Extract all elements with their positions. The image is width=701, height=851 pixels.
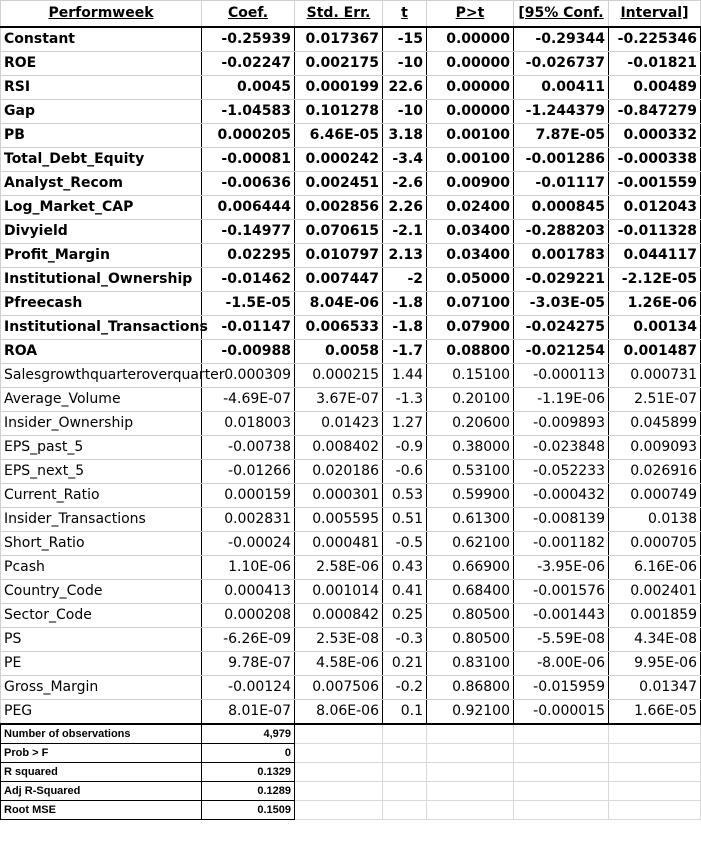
ci-lower-cell[interactable]: -3.95E-06	[514, 556, 609, 580]
p-value-cell[interactable]: 0.38000	[427, 436, 514, 460]
coef-cell[interactable]: 0.0045	[202, 76, 295, 100]
t-cell[interactable]: 3.18	[383, 124, 427, 148]
t-cell[interactable]: -2	[383, 268, 427, 292]
p-value-cell[interactable]: 0.62100	[427, 532, 514, 556]
empty-cell[interactable]	[514, 744, 609, 763]
t-cell[interactable]: -0.6	[383, 460, 427, 484]
variable-cell[interactable]: PE	[1, 652, 202, 676]
empty-cell[interactable]	[383, 763, 427, 782]
std-err-cell[interactable]: 0.020186	[295, 460, 383, 484]
ci-lower-cell[interactable]: -0.052233	[514, 460, 609, 484]
ci-upper-cell[interactable]: 6.16E-06	[609, 556, 701, 580]
p-value-cell[interactable]: 0.00000	[427, 52, 514, 76]
empty-cell[interactable]	[609, 744, 701, 763]
table-row	[1, 604, 701, 628]
ci-lower-cell[interactable]: 7.87E-05	[514, 124, 609, 148]
ci-lower-cell[interactable]: -0.026737	[514, 52, 609, 76]
std-err-cell[interactable]: 0.000481	[295, 532, 383, 556]
p-value-cell[interactable]: 0.92100	[427, 700, 514, 725]
ci-upper-cell[interactable]: 0.001859	[609, 604, 701, 628]
ci-upper-cell[interactable]: 1.66E-05	[609, 700, 701, 725]
std-err-cell[interactable]: 0.000215	[295, 364, 383, 388]
coef-cell[interactable]: 0.000205	[202, 124, 295, 148]
ci-upper-cell[interactable]: -0.000338	[609, 148, 701, 172]
header-ci-upper[interactable]: Interval]	[609, 1, 701, 28]
variable-cell[interactable]: Total_Debt_Equity	[1, 148, 202, 172]
variable-cell[interactable]: Salesgrowthquarteroverquarter	[1, 364, 202, 388]
t-cell[interactable]: -0.9	[383, 436, 427, 460]
header-row	[1, 1, 701, 28]
empty-cell[interactable]	[383, 801, 427, 820]
ci-upper-cell[interactable]: -0.847279	[609, 100, 701, 124]
coef-cell[interactable]: 9.78E-07	[202, 652, 295, 676]
coef-cell[interactable]: 0.000159	[202, 484, 295, 508]
variable-cell[interactable]: Average_Volume	[1, 388, 202, 412]
ci-upper-cell[interactable]: 0.0138	[609, 508, 701, 532]
ci-upper-cell[interactable]: 0.000749	[609, 484, 701, 508]
table-row	[1, 652, 701, 676]
std-err-cell[interactable]: 2.53E-08	[295, 628, 383, 652]
p-value-cell[interactable]: 0.53100	[427, 460, 514, 484]
table-row	[1, 340, 701, 364]
coef-cell[interactable]: 0.018003	[202, 412, 295, 436]
table-row	[1, 508, 701, 532]
table-row	[1, 556, 701, 580]
p-value-cell[interactable]: 0.07900	[427, 316, 514, 340]
coef-cell[interactable]: -0.00988	[202, 340, 295, 364]
t-cell[interactable]: 0.53	[383, 484, 427, 508]
ci-lower-cell[interactable]: -0.015959	[514, 676, 609, 700]
stat-row	[1, 763, 701, 782]
empty-cell[interactable]	[609, 763, 701, 782]
table-row	[1, 412, 701, 436]
table-row	[1, 100, 701, 124]
ci-upper-cell[interactable]: 0.000332	[609, 124, 701, 148]
ci-upper-cell[interactable]: 0.026916	[609, 460, 701, 484]
t-cell[interactable]: 2.26	[383, 196, 427, 220]
ci-lower-cell[interactable]: 0.001783	[514, 244, 609, 268]
p-value-cell[interactable]: 0.00900	[427, 172, 514, 196]
std-err-cell[interactable]: 0.101278	[295, 100, 383, 124]
table-row	[1, 148, 701, 172]
table-row	[1, 52, 701, 76]
empty-cell[interactable]	[514, 801, 609, 820]
empty-cell[interactable]	[383, 744, 427, 763]
table-row	[1, 220, 701, 244]
ci-lower-cell[interactable]: -1.244379	[514, 100, 609, 124]
coef-cell[interactable]: -0.25939	[202, 27, 295, 52]
coef-cell[interactable]: 0.000309	[202, 364, 295, 388]
empty-cell[interactable]	[427, 801, 514, 820]
std-err-cell[interactable]: 0.000842	[295, 604, 383, 628]
p-value-cell[interactable]: 0.03400	[427, 220, 514, 244]
ci-upper-cell[interactable]: -0.001559	[609, 172, 701, 196]
ci-lower-cell[interactable]: -0.288203	[514, 220, 609, 244]
variable-cell[interactable]: Insider_Ownership	[1, 412, 202, 436]
ci-lower-cell[interactable]: -1.19E-06	[514, 388, 609, 412]
coef-cell[interactable]: -6.26E-09	[202, 628, 295, 652]
std-err-cell[interactable]: 0.0058	[295, 340, 383, 364]
p-value-cell[interactable]: 0.08800	[427, 340, 514, 364]
table-row	[1, 268, 701, 292]
stat-row	[1, 801, 701, 820]
coef-cell[interactable]: 0.006444	[202, 196, 295, 220]
empty-cell[interactable]	[609, 782, 701, 801]
p-value-cell[interactable]: 0.02400	[427, 196, 514, 220]
table-row	[1, 460, 701, 484]
p-value-cell[interactable]: 0.03400	[427, 244, 514, 268]
coef-cell[interactable]: 0.000413	[202, 580, 295, 604]
stat-label[interactable]: R squared	[1, 763, 202, 782]
table-row	[1, 436, 701, 460]
std-err-cell[interactable]: 0.000301	[295, 484, 383, 508]
t-cell[interactable]: 0.25	[383, 604, 427, 628]
ci-upper-cell[interactable]: 1.26E-06	[609, 292, 701, 316]
stat-row	[1, 724, 701, 744]
p-value-cell[interactable]: 0.68400	[427, 580, 514, 604]
ci-lower-cell[interactable]: -0.01117	[514, 172, 609, 196]
t-cell[interactable]: -0.5	[383, 532, 427, 556]
variable-cell[interactable]: Sector_Code	[1, 604, 202, 628]
ci-lower-cell[interactable]: -8.00E-06	[514, 652, 609, 676]
variable-cell[interactable]: ROE	[1, 52, 202, 76]
variable-cell[interactable]: Gross_Margin	[1, 676, 202, 700]
ci-upper-cell[interactable]: -2.12E-05	[609, 268, 701, 292]
std-err-cell[interactable]: 4.58E-06	[295, 652, 383, 676]
t-cell[interactable]: 1.44	[383, 364, 427, 388]
variable-cell[interactable]: PB	[1, 124, 202, 148]
t-cell[interactable]: -0.2	[383, 676, 427, 700]
variable-cell[interactable]: ROA	[1, 340, 202, 364]
ci-lower-cell[interactable]: -0.009893	[514, 412, 609, 436]
p-value-cell[interactable]: 0.00000	[427, 100, 514, 124]
p-value-cell[interactable]: 0.15100	[427, 364, 514, 388]
coef-cell[interactable]: -0.01462	[202, 268, 295, 292]
p-value-cell[interactable]: 0.66900	[427, 556, 514, 580]
table-row	[1, 196, 701, 220]
empty-cell[interactable]	[295, 801, 383, 820]
empty-cell[interactable]	[295, 724, 383, 744]
t-cell[interactable]: -2.6	[383, 172, 427, 196]
table-row	[1, 388, 701, 412]
t-cell[interactable]: -1.8	[383, 316, 427, 340]
ci-upper-cell[interactable]: 0.000731	[609, 364, 701, 388]
table-row	[1, 628, 701, 652]
ci-lower-cell[interactable]: -3.03E-05	[514, 292, 609, 316]
ci-upper-cell[interactable]: 4.34E-08	[609, 628, 701, 652]
coef-cell[interactable]: -0.14977	[202, 220, 295, 244]
variable-cell[interactable]: Institutional_Transactions	[1, 316, 202, 340]
empty-cell[interactable]	[383, 724, 427, 744]
ci-lower-cell[interactable]: -0.029221	[514, 268, 609, 292]
p-value-cell[interactable]: 0.20600	[427, 412, 514, 436]
std-err-cell[interactable]: 0.007447	[295, 268, 383, 292]
table-row	[1, 27, 701, 52]
variable-cell[interactable]: Current_Ratio	[1, 484, 202, 508]
ci-lower-cell[interactable]: 0.000845	[514, 196, 609, 220]
ci-upper-cell[interactable]: 0.009093	[609, 436, 701, 460]
coef-cell[interactable]: -4.69E-07	[202, 388, 295, 412]
t-cell[interactable]: 0.51	[383, 508, 427, 532]
std-err-cell[interactable]: 0.006533	[295, 316, 383, 340]
t-cell[interactable]: 22.6	[383, 76, 427, 100]
variable-cell[interactable]: Profit_Margin	[1, 244, 202, 268]
variable-cell[interactable]: Institutional_Ownership	[1, 268, 202, 292]
coef-cell[interactable]: -0.00738	[202, 436, 295, 460]
ci-lower-cell[interactable]: -0.024275	[514, 316, 609, 340]
stat-label[interactable]: Adj R-Squared	[1, 782, 202, 801]
t-cell[interactable]: -10	[383, 52, 427, 76]
empty-cell[interactable]	[295, 782, 383, 801]
std-err-cell[interactable]: 0.007506	[295, 676, 383, 700]
std-err-cell[interactable]: 0.002856	[295, 196, 383, 220]
empty-cell[interactable]	[609, 724, 701, 744]
ci-lower-cell[interactable]: -0.001182	[514, 532, 609, 556]
ci-lower-cell[interactable]: -0.001286	[514, 148, 609, 172]
ci-lower-cell[interactable]: 0.00411	[514, 76, 609, 100]
table-row	[1, 484, 701, 508]
t-cell[interactable]: -0.3	[383, 628, 427, 652]
ci-lower-cell[interactable]: -0.000113	[514, 364, 609, 388]
std-err-cell[interactable]: 0.010797	[295, 244, 383, 268]
p-value-cell[interactable]: 0.20100	[427, 388, 514, 412]
ci-upper-cell[interactable]: 0.000705	[609, 532, 701, 556]
coef-cell[interactable]: -0.01266	[202, 460, 295, 484]
std-err-cell[interactable]: 8.04E-06	[295, 292, 383, 316]
empty-cell[interactable]	[609, 801, 701, 820]
variable-cell[interactable]: PS	[1, 628, 202, 652]
std-err-cell[interactable]: 3.67E-07	[295, 388, 383, 412]
ci-lower-cell[interactable]: -0.29344	[514, 27, 609, 52]
coef-cell[interactable]: -0.00636	[202, 172, 295, 196]
std-err-cell[interactable]: 0.005595	[295, 508, 383, 532]
std-err-cell[interactable]: 0.001014	[295, 580, 383, 604]
empty-cell[interactable]	[295, 763, 383, 782]
empty-cell[interactable]	[514, 782, 609, 801]
t-cell[interactable]: -1.7	[383, 340, 427, 364]
coef-cell[interactable]: -0.00124	[202, 676, 295, 700]
coef-cell[interactable]: -0.02247	[202, 52, 295, 76]
table-row	[1, 292, 701, 316]
p-value-cell[interactable]: 0.00100	[427, 124, 514, 148]
p-value-cell[interactable]: 0.00000	[427, 76, 514, 100]
table-row	[1, 124, 701, 148]
ci-upper-cell[interactable]: 0.044117	[609, 244, 701, 268]
std-err-cell[interactable]: 0.01423	[295, 412, 383, 436]
p-value-cell[interactable]: 0.61300	[427, 508, 514, 532]
std-err-cell[interactable]: 0.070615	[295, 220, 383, 244]
std-err-cell[interactable]: 0.008402	[295, 436, 383, 460]
table-row	[1, 76, 701, 100]
ci-upper-cell[interactable]: 0.00134	[609, 316, 701, 340]
table-row	[1, 700, 701, 725]
header-p-value[interactable]: P>t	[427, 1, 514, 28]
ci-lower-cell[interactable]: -0.001443	[514, 604, 609, 628]
ci-lower-cell[interactable]: -0.000015	[514, 700, 609, 725]
std-err-cell[interactable]: 0.017367	[295, 27, 383, 52]
ci-lower-cell[interactable]: -5.59E-08	[514, 628, 609, 652]
stat-label[interactable]: Prob > F	[1, 744, 202, 763]
std-err-cell[interactable]: 0.002175	[295, 52, 383, 76]
ci-upper-cell[interactable]: 0.001487	[609, 340, 701, 364]
variable-cell[interactable]: Divyield	[1, 220, 202, 244]
coef-cell[interactable]: 0.002831	[202, 508, 295, 532]
t-cell[interactable]: 2.13	[383, 244, 427, 268]
p-value-cell[interactable]: 0.80500	[427, 604, 514, 628]
t-cell[interactable]: 0.41	[383, 580, 427, 604]
t-cell[interactable]: -2.1	[383, 220, 427, 244]
stat-row	[1, 782, 701, 801]
p-value-cell[interactable]: 0.59900	[427, 484, 514, 508]
table-row	[1, 172, 701, 196]
ci-lower-cell[interactable]: -0.021254	[514, 340, 609, 364]
variable-cell[interactable]: Gap	[1, 100, 202, 124]
t-cell[interactable]: -1.3	[383, 388, 427, 412]
variable-cell[interactable]: EPS_past_5	[1, 436, 202, 460]
table-row	[1, 580, 701, 604]
p-value-cell[interactable]: 0.80500	[427, 628, 514, 652]
t-cell[interactable]: -10	[383, 100, 427, 124]
variable-cell[interactable]: Analyst_Recom	[1, 172, 202, 196]
table-row	[1, 532, 701, 556]
coef-cell[interactable]: 8.01E-07	[202, 700, 295, 725]
variable-cell[interactable]: Constant	[1, 27, 202, 52]
stat-value[interactable]: 0.1509	[202, 801, 295, 820]
coef-cell[interactable]: 0.02295	[202, 244, 295, 268]
empty-cell[interactable]	[383, 782, 427, 801]
t-cell[interactable]: 0.1	[383, 700, 427, 725]
ci-upper-cell[interactable]: 9.95E-06	[609, 652, 701, 676]
empty-cell[interactable]	[514, 763, 609, 782]
stat-label[interactable]: Root MSE	[1, 801, 202, 820]
ci-upper-cell[interactable]: 0.01347	[609, 676, 701, 700]
variable-cell[interactable]: PEG	[1, 700, 202, 725]
header-ci-lower[interactable]: [95% Conf.	[514, 1, 609, 28]
stat-row	[1, 744, 701, 763]
ci-upper-cell[interactable]: -0.225346	[609, 27, 701, 52]
p-value-cell[interactable]: 0.00000	[427, 27, 514, 52]
header-std-err[interactable]: Std. Err.	[295, 1, 383, 28]
p-value-cell[interactable]: 0.86800	[427, 676, 514, 700]
t-cell[interactable]: -15	[383, 27, 427, 52]
p-value-cell[interactable]: 0.05000	[427, 268, 514, 292]
empty-cell[interactable]	[427, 744, 514, 763]
p-value-cell[interactable]: 0.83100	[427, 652, 514, 676]
std-err-cell[interactable]: 0.000242	[295, 148, 383, 172]
stat-value[interactable]: 4,979	[202, 724, 295, 744]
coef-cell[interactable]: -1.04583	[202, 100, 295, 124]
t-cell[interactable]: 1.27	[383, 412, 427, 436]
coef-cell[interactable]: -0.01147	[202, 316, 295, 340]
coef-cell[interactable]: -0.00081	[202, 148, 295, 172]
variable-cell[interactable]: Pcash	[1, 556, 202, 580]
ci-upper-cell[interactable]: 0.002401	[609, 580, 701, 604]
stat-value[interactable]: 0.1329	[202, 763, 295, 782]
stat-value[interactable]: 0	[202, 744, 295, 763]
ci-upper-cell[interactable]: -0.011328	[609, 220, 701, 244]
std-err-cell[interactable]: 0.000199	[295, 76, 383, 100]
table-body	[1, 1, 701, 820]
std-err-cell[interactable]: 2.58E-06	[295, 556, 383, 580]
coef-cell[interactable]: -1.5E-05	[202, 292, 295, 316]
stat-value[interactable]: 0.1289	[202, 782, 295, 801]
t-cell[interactable]: 0.43	[383, 556, 427, 580]
ci-lower-cell[interactable]: -0.001576	[514, 580, 609, 604]
coef-cell[interactable]: 1.10E-06	[202, 556, 295, 580]
ci-upper-cell[interactable]: 2.51E-07	[609, 388, 701, 412]
stat-label[interactable]: Number of observations	[1, 724, 202, 744]
empty-cell[interactable]	[427, 763, 514, 782]
ci-upper-cell[interactable]: 0.00489	[609, 76, 701, 100]
t-cell[interactable]: -3.4	[383, 148, 427, 172]
ci-upper-cell[interactable]: 0.045899	[609, 412, 701, 436]
empty-cell[interactable]	[514, 724, 609, 744]
variable-cell[interactable]: Country_Code	[1, 580, 202, 604]
empty-cell[interactable]	[427, 782, 514, 801]
ci-upper-cell[interactable]: -0.01821	[609, 52, 701, 76]
variable-cell[interactable]: Log_Market_CAP	[1, 196, 202, 220]
t-cell[interactable]: 0.21	[383, 652, 427, 676]
empty-cell[interactable]	[427, 724, 514, 744]
empty-cell[interactable]	[295, 744, 383, 763]
ci-lower-cell[interactable]: -0.023848	[514, 436, 609, 460]
variable-cell[interactable]: RSI	[1, 76, 202, 100]
header-t[interactable]: t	[383, 1, 427, 28]
header-coef[interactable]: Coef.	[202, 1, 295, 28]
table-row	[1, 244, 701, 268]
std-err-cell[interactable]: 8.06E-06	[295, 700, 383, 725]
header-variable[interactable]: Performweek	[1, 1, 202, 28]
variable-cell[interactable]: EPS_next_5	[1, 460, 202, 484]
ci-upper-cell[interactable]: 0.012043	[609, 196, 701, 220]
p-value-cell[interactable]: 0.00100	[427, 148, 514, 172]
table-row	[1, 676, 701, 700]
table-row	[1, 364, 701, 388]
ci-lower-cell[interactable]: -0.008139	[514, 508, 609, 532]
variable-cell[interactable]: Short_Ratio	[1, 532, 202, 556]
std-err-cell[interactable]: 6.46E-05	[295, 124, 383, 148]
coef-cell[interactable]: -0.00024	[202, 532, 295, 556]
ci-lower-cell[interactable]: -0.000432	[514, 484, 609, 508]
std-err-cell[interactable]: 0.002451	[295, 172, 383, 196]
table-row	[1, 316, 701, 340]
p-value-cell[interactable]: 0.07100	[427, 292, 514, 316]
t-cell[interactable]: -1.8	[383, 292, 427, 316]
coef-cell[interactable]: 0.000208	[202, 604, 295, 628]
variable-cell[interactable]: Insider_Transactions	[1, 508, 202, 532]
variable-cell[interactable]: Pfreecash	[1, 292, 202, 316]
